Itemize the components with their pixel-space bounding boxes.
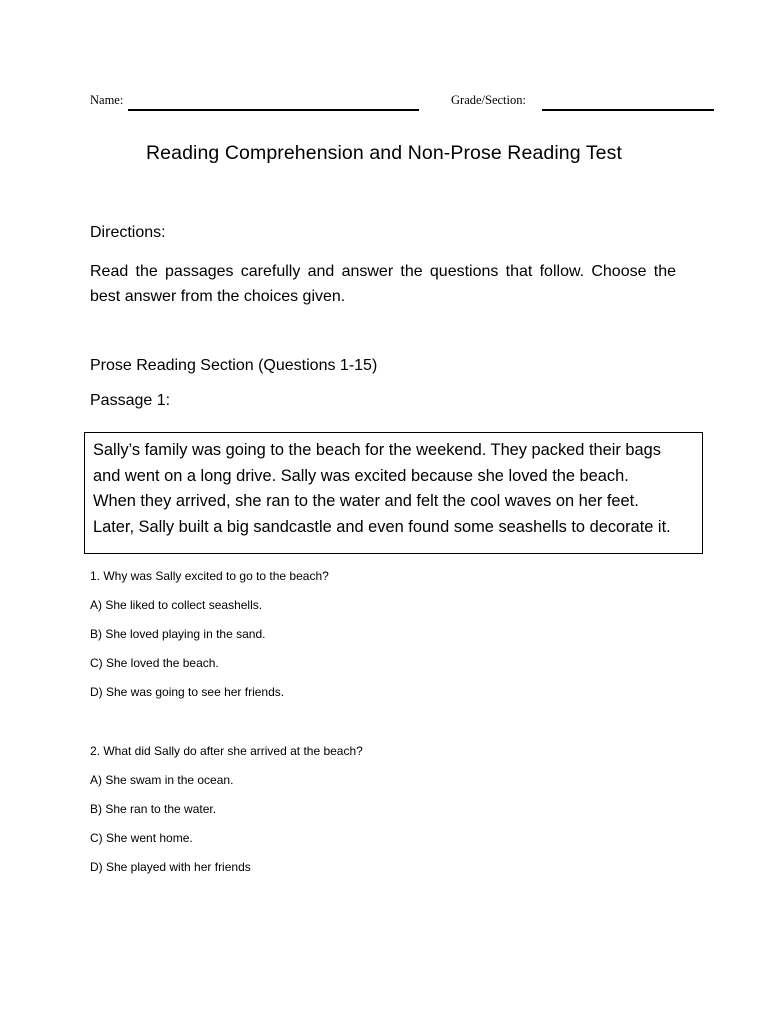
question-1-choice-a: A) She liked to collect seashells. xyxy=(90,598,263,612)
name-blank-line xyxy=(128,109,419,111)
grade-section-blank-line xyxy=(542,109,714,111)
passage-box xyxy=(84,432,703,554)
directions-label: Directions: xyxy=(90,224,166,241)
grade-section-label: Grade/Section: xyxy=(451,93,526,107)
question-2-choice-a: A) She swam in the ocean. xyxy=(90,773,234,787)
question-2: 2. What did Sally do after she arrived at the beach? xyxy=(90,744,363,758)
passage-line: When they arrived, she ran to the water and felt the cool waves on her feet. xyxy=(93,492,639,510)
passage-line: Later, Sally built a big sandcastle and even found some seashells to decorate it. xyxy=(93,517,671,536)
question-1-choice-c: C) She loved the beach. xyxy=(90,656,219,670)
name-label: Name: xyxy=(90,93,124,107)
question-1: 1. Why was Sally excited to go to the beach? xyxy=(90,569,329,583)
passage-label: Passage 1: xyxy=(90,392,171,409)
question-1-choice-b: B) She loved playing in the sand. xyxy=(90,627,266,641)
page-title: Reading Comprehension and Non-Prose Reading Test xyxy=(146,142,622,164)
question-2-choice-c: C) She went home. xyxy=(90,831,193,845)
question-2-choice-d: D) She played with her friends xyxy=(90,860,251,874)
directions-text: Read the passages carefully and answer the questions that follow. Choose the best answer from the choices given. xyxy=(90,263,676,305)
question-2-choice-b: B) She ran to the water. xyxy=(90,802,217,816)
passage-line: and went on a long drive. Sally was excited because she loved the beach. xyxy=(93,466,629,485)
question-1-choice-d: D) She was going to see her friends. xyxy=(90,685,285,699)
section-heading: Prose Reading Section (Questions 1-15) xyxy=(90,357,378,374)
passage-line: Sally’s family was going to the beach for the weekend. They packed their bags xyxy=(93,441,661,459)
